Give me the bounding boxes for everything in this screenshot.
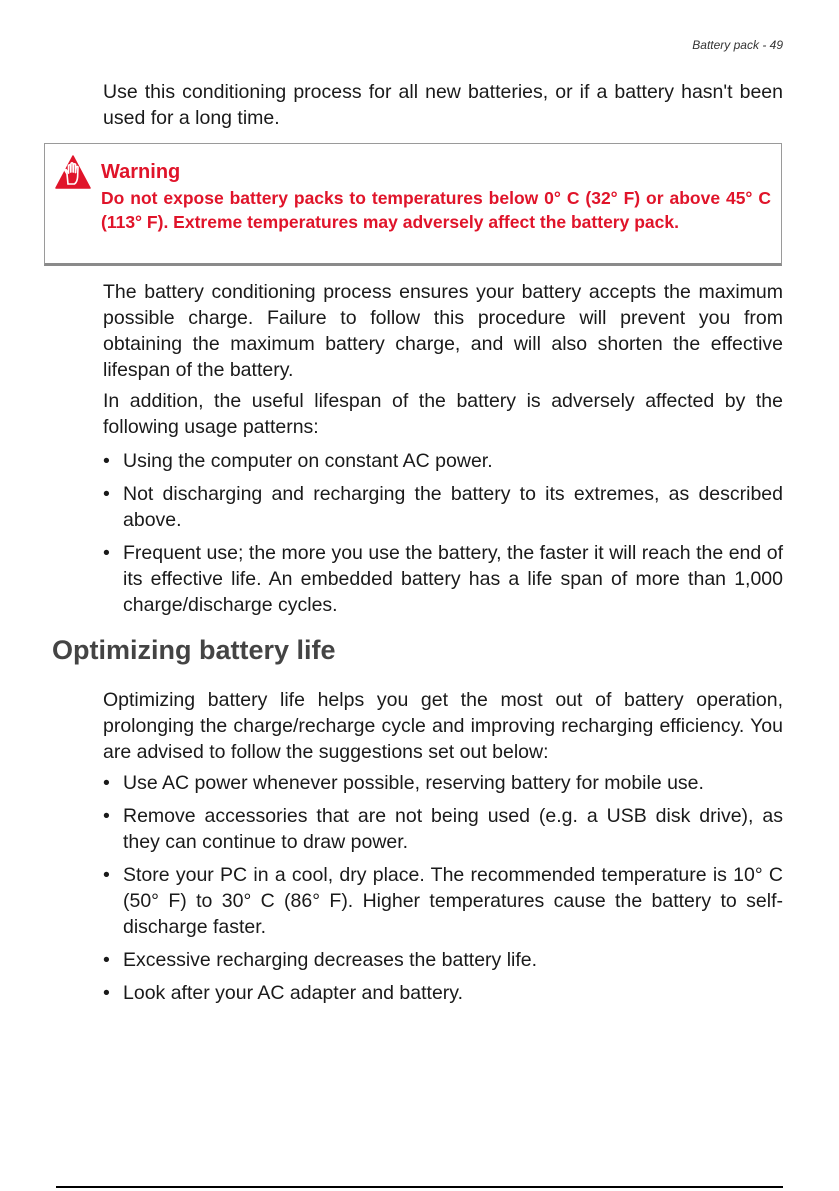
list-item: • Not discharging and recharging the battery to its extremes, as described above. <box>103 481 783 533</box>
list-item: • Remove accessories that are not being used (e.g. a USB disk drive), as they can continue to draw power. <box>103 803 783 855</box>
list-item: • Frequent use; the more you use the battery, the faster it will reach the end of its effective life. An embedded battery has a life span of more than 1,000 charge/discharge cycles. <box>103 540 783 618</box>
list-item: • Use AC power whenever possible, reserving battery for mobile use. <box>103 770 783 796</box>
list-item: • Using the computer on constant AC power. <box>103 448 783 474</box>
intro-paragraph: Use this conditioning process for all new batteries, or if a battery hasn't been used for a long time. <box>103 81 783 129</box>
list-item: • Look after your AC adapter and battery. <box>103 980 783 1006</box>
usage-patterns-list <box>103 448 783 618</box>
warning-box <box>44 143 782 266</box>
warning-hand-icon <box>55 155 91 189</box>
tips-list <box>103 770 783 1006</box>
optimizing-paragraph: Optimizing battery life helps you get the most out of battery operation, prolonging the charge/recharge cycle and improving recharging efficiency. You are advised to follow the suggestions set out below: <box>103 689 783 763</box>
warning-text: Do not expose battery packs to temperatures below 0° C (32° F) or above 45° C (113° F). Extreme temperatures may adversely affect the battery pack. <box>101 188 771 232</box>
list-item: • Excessive recharging decreases the battery life. <box>103 947 783 973</box>
running-head: Battery pack - 49 <box>692 38 783 52</box>
list-item: • Store your PC in a cool, dry place. The recommended temperature is 10° C (50° F) to 30° C (86° F). Higher temperatures cause the battery to self-discharge faster. <box>103 862 783 940</box>
warning-title: Warning <box>101 161 181 183</box>
footer-rule <box>56 1186 783 1188</box>
section-heading: Optimizing battery life <box>52 635 336 665</box>
usage-patterns-intro: In addition, the useful lifespan of the battery is adversely affected by the following usage patterns: <box>103 390 783 438</box>
conditioning-paragraph: The battery conditioning process ensures your battery accepts the maximum possible charge. Failure to follow this procedure will prevent you from obtaining the maximum battery charge, and will also shorten the effective lifespan of the battery. <box>103 281 783 381</box>
